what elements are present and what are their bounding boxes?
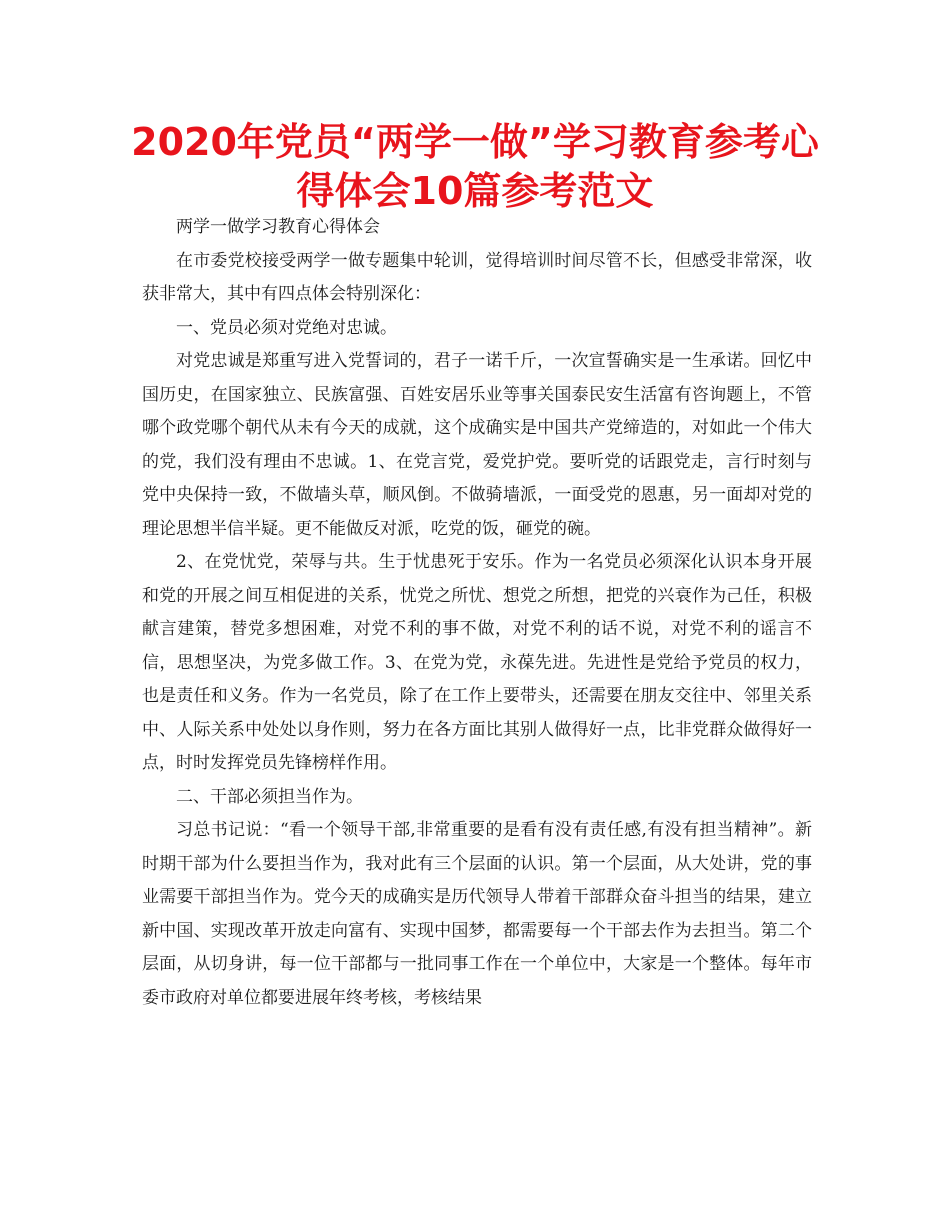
- section-heading: 一、党员必须对党绝对忠诚。: [176, 317, 397, 338]
- paragraph: 对党忠诚是郑重写进入党誓词的，君子一诺千斤，一次宣誓确实是一生承诺。回忆中国历史，在国家独立、民族富强、百姓安居乐业等事关国泰民安生活富有咨询题上，不管哪个政党哪个朝代从未有今天的成就，这个成确实是中国共产党缔造的，对如此一个伟大的党，我们没有理由不忠诚。1、在党言党，爱党护党。要听党的话跟党走，言行时刻与党中央保持一致，不做墙头草，顺风倒。不做骑墙派，一面受党的恩惠，另一面却对党的理论思想半信半疑。更不能做反对派，吃党的饭，砸党的碗。: [142, 351, 812, 539]
- section-heading: 二、干部必须担当作为。: [176, 786, 363, 807]
- paragraph: 2、在党忧党，荣辱与共。生于忧患死于安乐。作为一名党员必须深化认识本身开展和党的开展之间互相促进的关系，忧党之所忧、想党之所想，把党的兴衰作为己任，积极献言建策，替党多想困难，对党不利的事不做，对党不利的话不说，对党不利的谣言不信，思想坚决，为党多做工作。3、在党为党，永葆先进。先进性是党给予党员的权力，也是责任和义务。作为一名党员，除了在工作上要带头，还需要在朋友交往中、邻里关系中、人际关系中处处以身作则，努力在各方面比其别人做得好一点，比非党群众做得好一点，时时发挥党员先锋榜样作用。: [142, 552, 812, 773]
- document-title: 2020年党员“两学一做”学习教育参考心得体会10篇参考范文: [131, 120, 819, 213]
- paragraph: 在市委党校接受两学一做专题集中轮训，觉得培训时间尽管不长，但感受非常深，收获非常大，其中有四点体会特别深化：: [142, 250, 812, 304]
- document-body: [142, 211, 812, 1015]
- paragraph: 习总书记说：“看一个领导干部,非常重要的是看有没有责任感,有没有担当精神”。新时期干部为什么要担当作为，我对此有三个层面的认识。第一个层面，从大处讲，党的事业需要干部担当作为。党今天的成确实是历代领导人带着干部群众奋斗担当的结果，建立新中国、实现改革开放走向富有、实现中国梦，都需要每一个干部去作为去担当。第二个层面，从切身讲，每一位干部都与一批同事工作在一个单位中，大家是一个整体。每年市委市政府对单位都要进展年终考核，考核结果: [142, 820, 812, 1008]
- paragraph-subtitle: 两学一做学习教育心得体会: [176, 217, 380, 237]
